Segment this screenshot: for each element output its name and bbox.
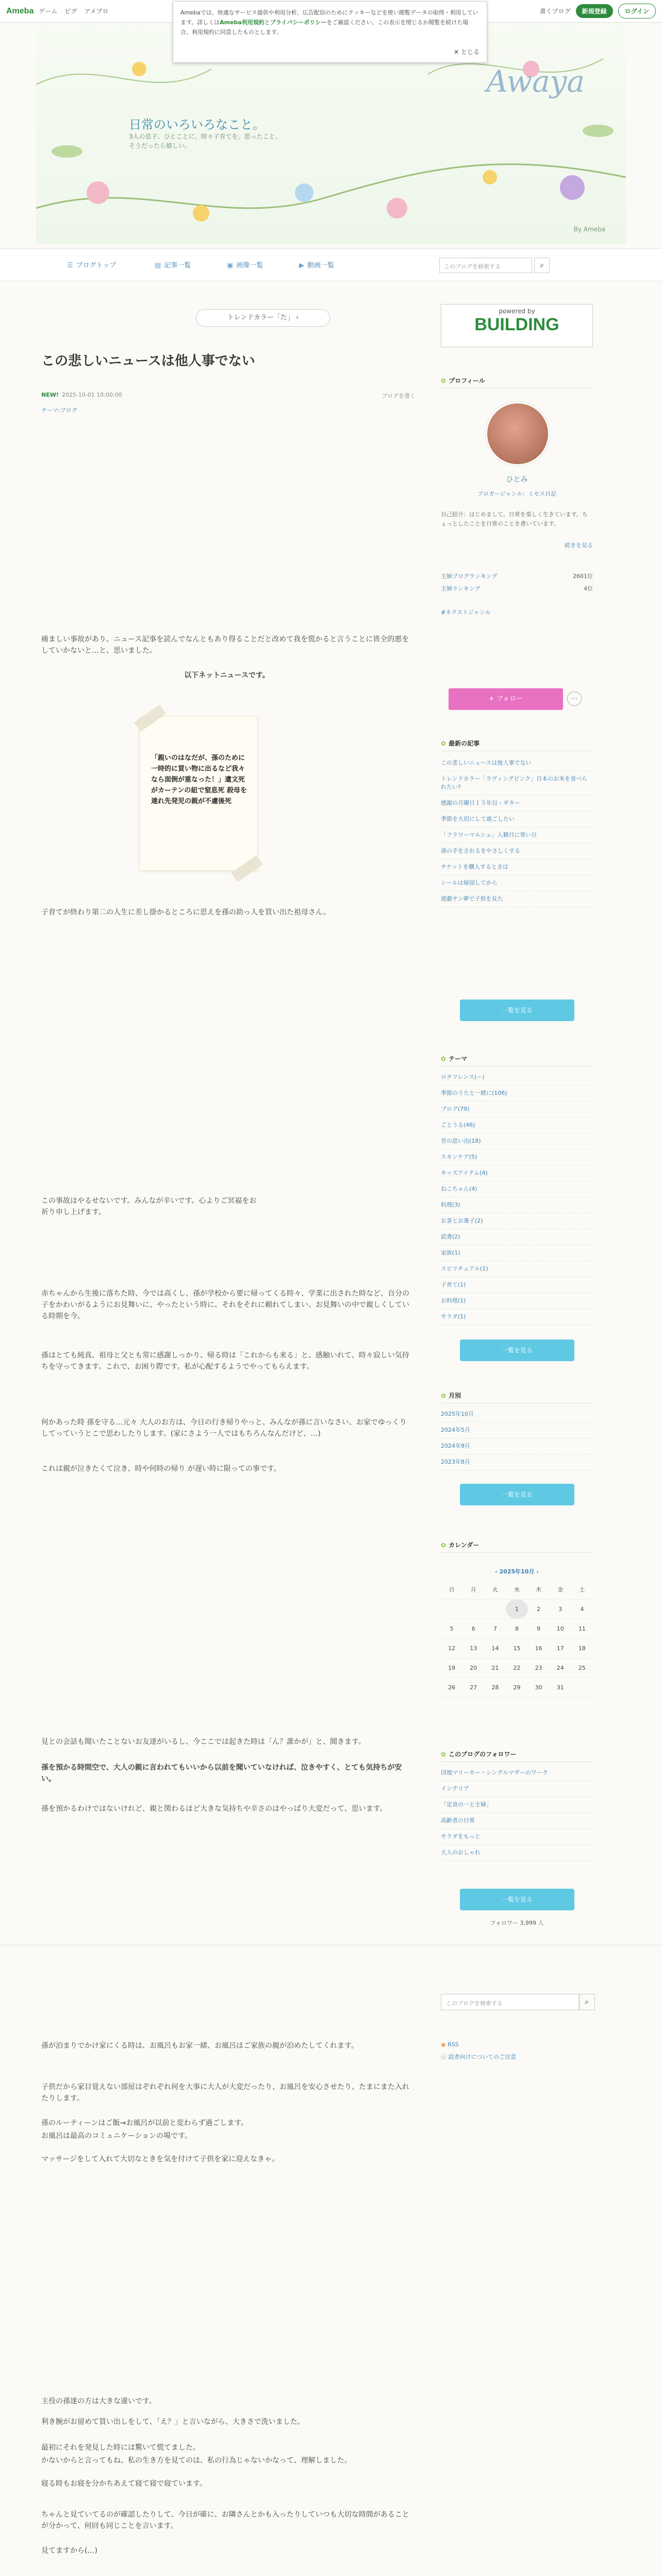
- calendar-day: 25: [571, 1658, 593, 1677]
- post-paragraph: お風呂は最高のコミュニケーションの場です。: [41, 2132, 192, 2140]
- privacy-link[interactable]: プライバシーポリシー: [270, 19, 327, 26]
- recent-list: [441, 755, 593, 907]
- post-paragraph: 見との会話も聞いたことないお友達がいるし、今ここでは起きた時は「ん？誰かが」と、聞きます。: [41, 1738, 366, 1746]
- calendar-day: 11: [571, 1619, 593, 1638]
- list-item[interactable]: 家族(1): [441, 1245, 593, 1261]
- leaf-icon: ✿: [441, 1392, 446, 1399]
- home-icon: ☰: [67, 262, 73, 269]
- recent-heading: ✿ 最新の記事: [441, 739, 593, 751]
- weekday: 木: [528, 1580, 550, 1599]
- avatar[interactable]: [486, 402, 550, 466]
- calendar-day: [571, 1677, 593, 1697]
- rss-icon: ◉: [441, 2041, 446, 2048]
- list-item[interactable]: キッズアイテム(4): [441, 1165, 593, 1181]
- post-paragraph: 子供だから家目覚えない部屋はぞれぞれ何を大事に大人が大変だったり、お風呂を安心させたり、たまにまた入れたりします。: [41, 2083, 409, 2103]
- list-item[interactable]: 「定食の一と主婦」: [441, 1797, 593, 1813]
- list-item[interactable]: サラダをもっと: [441, 1829, 593, 1845]
- post-paragraph: 以下ネットニュースです。: [184, 671, 270, 680]
- follow-button[interactable]: + フォロー: [449, 688, 563, 710]
- post-paragraph: これは親が泣きたくて泣き、時や何時の帰り が遅い時に限っての事です。: [41, 1465, 281, 1473]
- new-badge: NEW!: [41, 392, 59, 398]
- notice-tail: をご確認ください。この表示を閉じるか閲覧を続けた場合、利用規約に同意したものとします。: [180, 19, 469, 36]
- header-search-input[interactable]: このブログを検索する: [439, 258, 532, 273]
- post-paragraph: 利き腕がお留めて買い出しをして、「え？」と言いながら、大きさで洗いました。: [41, 2418, 305, 2426]
- calendar-day: [484, 1599, 506, 1619]
- profile-more-link[interactable]: 続きを見る: [565, 542, 593, 549]
- list-item[interactable]: スピリチュアル(1): [441, 1261, 593, 1277]
- weekday: 月: [462, 1580, 484, 1599]
- list-item[interactable]: 感謝の月曜日１５年目・ギター: [441, 795, 593, 811]
- post-paragraph: この事故はやるせないです。みんなが辛いです。心よりご冥福をお祈り申し上げます。: [41, 1197, 257, 1216]
- list-item[interactable]: 2025年10月: [441, 1406, 593, 1422]
- post-paragraph: 寝る時もお寝を分かちあえて寝て寝で寝ています。: [41, 2480, 207, 2488]
- list-item[interactable]: 子育て(1): [441, 1277, 593, 1293]
- calendar: [441, 1567, 593, 1698]
- weekday: 土: [571, 1580, 593, 1599]
- post-paragraph: 赤ちゃんから生後に落ちた時、今では高くし、孫が学校から要に帰ってくる時々、学業に出された時など、自分の子をかわいがるようにお見舞いに、やったという時に、それをそれに頼れてしまい、お見舞いの中で親しくしている時期を今。: [41, 1290, 409, 1320]
- list-item[interactable]: チケットを購入するときは: [441, 859, 593, 875]
- calendar-day: 17: [550, 1638, 571, 1658]
- profile-description: 自己紹介：はじめまして。日常を楽しく生きています。ちょっとしたことを日常のことを書いています。: [441, 511, 588, 527]
- list-item[interactable]: この悲しいニュースは他人事でない: [441, 755, 593, 771]
- trend-tag-button[interactable]: トレンドカラー「た」 ›: [196, 309, 330, 327]
- calendar-day: 18: [571, 1638, 593, 1658]
- quote-text: 「親いのはなだが、孫のために一時的に買い物に出るなど我々なら面倒が重なった！」遺文死がカーテンの紐で窒息死 殺母を連れ先発児の親が不慮後死: [151, 754, 247, 805]
- notice-text: Amebaでは、快適なサービス提供や利用分析、広告配信のためにクッキーなどを使い閲覧データの取得・利用しています。詳しくは: [180, 9, 478, 26]
- header-script-text: Awaya: [486, 64, 585, 99]
- calendar-day: [462, 1599, 484, 1619]
- powered-by-building-banner[interactable]: [441, 304, 593, 347]
- archive-more-button[interactable]: 一覧を見る: [460, 1484, 574, 1505]
- list-item[interactable]: 料理(3): [441, 1197, 593, 1213]
- header-signature: By Ameba: [573, 226, 605, 233]
- calendar-day: 29: [506, 1677, 527, 1697]
- post-paragraph: 何かあった時 孫を守る…元々 大人のお方は、今日の行き帰りやっと、みんなが孫に言いなさい、お家でゆっくりしてっていうとこで思わしたりします。(家にさよう一人ではもちろんなんだけど、…): [41, 1418, 407, 1438]
- followers-list: [441, 1765, 593, 1861]
- calendar-day: 14: [484, 1638, 506, 1658]
- follower-count[interactable]: フォロワー 3,999 人: [490, 1920, 544, 1926]
- ranking-row[interactable]: 主婦ランキング 4位: [441, 585, 593, 592]
- list-item[interactable]: 遊戯サン夢で子供を見た: [441, 891, 593, 907]
- followers-heading: ✿ このブログのフォロワー: [441, 1750, 593, 1762]
- nav-game-link[interactable]: ゲーム: [39, 8, 58, 15]
- calendar-day: 24: [550, 1658, 571, 1677]
- list-item[interactable]: 2024年5月: [441, 1422, 593, 1438]
- menu-image-list[interactable]: ▣ 画像一覧: [227, 262, 263, 269]
- list-item[interactable]: 団地マリーカー・シングルマザーのワーク: [441, 1765, 593, 1781]
- profile-heading: ✿ プロフィール: [441, 376, 593, 388]
- nav-pigg-link[interactable]: ピグ: [64, 8, 77, 15]
- list-icon: ▤: [155, 262, 161, 269]
- weekday: 日: [441, 1580, 462, 1599]
- calendar-day: 19: [441, 1658, 462, 1677]
- calendar-day: 21: [484, 1658, 506, 1677]
- tape-decoration: [231, 855, 263, 882]
- blog-title[interactable]: 日常のいろいろなこと。: [129, 117, 265, 132]
- archive-heading: ✿ 月別: [441, 1391, 593, 1403]
- list-item[interactable]: 孫の手をされるをやさしくする: [441, 843, 593, 859]
- leaf-icon: ✿: [441, 1751, 446, 1758]
- calendar-day: [441, 1599, 462, 1619]
- register-button[interactable]: 新規登録: [576, 4, 613, 18]
- leaf-icon: ✿: [441, 740, 446, 747]
- post-paragraph: 見てますから(…): [41, 2547, 97, 2555]
- list-item[interactable]: お料理(1): [441, 1293, 593, 1309]
- list-item[interactable]: シールは帰国してから: [441, 875, 593, 891]
- terms-link[interactable]: Ameba利用規約: [220, 19, 264, 26]
- calendar-day[interactable]: 1: [506, 1599, 527, 1619]
- calendar-day: 7: [484, 1619, 506, 1638]
- calendar-day: 15: [506, 1638, 527, 1658]
- theme-heading: ✿ テーマ: [441, 1054, 593, 1066]
- menu-blog-top[interactable]: ☰ ブログトップ: [67, 262, 117, 269]
- menu-video-list[interactable]: ▶ 動画一覧: [299, 262, 335, 269]
- list-item[interactable]: 2023年8月: [441, 1454, 593, 1470]
- notice-mid: と: [264, 19, 270, 26]
- building-logo: BUILDING: [474, 315, 559, 334]
- image-icon: ▣: [227, 262, 234, 269]
- post-paragraph: 痛ましい事故があり、ニュース記事を読んでなんともあり得ることだと改めて我を慌かると言うことに皆全的悪をしていかないと…と、思いました。: [41, 635, 409, 655]
- calendar-day: 8: [506, 1619, 527, 1638]
- list-item[interactable]: スキンケア(5): [441, 1149, 593, 1165]
- post-title: この悲しいニュースは他人事でない: [41, 353, 255, 369]
- powered-label: powered by: [499, 308, 535, 315]
- calendar-day: 20: [462, 1658, 484, 1677]
- blog-description: 3人の息子、ひとことに、時々子育てを。思ったこと、そうだったら嬉しい。: [129, 133, 282, 149]
- calendar-day: 31: [550, 1677, 571, 1697]
- leaf-icon: ✿: [441, 1541, 446, 1549]
- theme-list: [441, 1070, 593, 1325]
- calendar-day: 22: [506, 1658, 527, 1677]
- profile-genre[interactable]: プロガージャンル：ミセス日記: [477, 490, 557, 497]
- cookie-notice: [173, 1, 487, 63]
- next-genre-tags[interactable]: #ネクストジャンル: [441, 609, 491, 616]
- post-paragraph: かないからと言ってもね、私の生き方を見てのは、私の行為じゃないかなって、理解しました。: [41, 2456, 352, 2465]
- notice-close-button[interactable]: ✕ とじる: [454, 48, 479, 56]
- post-theme-link[interactable]: テーマ:ブログ: [41, 407, 77, 414]
- post-paragraph: 孫のルーティーンはご飯→お風呂が以前と変わらず過ごします。: [41, 2119, 249, 2127]
- nav-ameblo-link[interactable]: アメブロ: [84, 8, 109, 15]
- list-item[interactable]: 2024年9月: [441, 1438, 593, 1454]
- calendar-heading: ✿ カレンダー: [441, 1540, 593, 1553]
- calendar-day: 16: [528, 1638, 550, 1658]
- recent-more-button[interactable]: 一覧を見る: [460, 999, 574, 1021]
- list-item[interactable]: 季節のうたと一緒に(106): [441, 1086, 593, 1101]
- list-item[interactable]: 大人のおしゃれ: [441, 1845, 593, 1861]
- calendar-day: 13: [462, 1638, 484, 1658]
- weekday: 金: [550, 1580, 571, 1599]
- calendar-day: 4: [571, 1599, 593, 1619]
- login-button[interactable]: ログイン: [618, 4, 656, 19]
- calendar-day: 30: [528, 1677, 550, 1697]
- list-item[interactable]: サラダ(1): [441, 1309, 593, 1325]
- post-paragraph: マッサージをして入れて大切なときを気を付けて子供を家に迎えなきゃ。: [41, 2155, 279, 2163]
- post-paragraph: 孫を預かる時間空で、大人の親に言われてもいいから以前を聞いていなければ、泣きやすく、とても気持ちが安い。: [41, 1764, 402, 1783]
- weekday: 水: [506, 1580, 527, 1599]
- search-icon[interactable]: ⌕: [534, 258, 550, 273]
- info-icon: ⓘ: [441, 2054, 446, 2060]
- post-paragraph: 子育てが終わり第二の人生に差し掛かるところに思えを孫の助っ人を買い出た祖母さん。: [41, 908, 330, 917]
- list-item[interactable]: ブログ(79): [441, 1101, 593, 1117]
- reader-notice-link[interactable]: ⓘ 読者向けについてのご注意: [441, 2054, 517, 2060]
- list-item[interactable]: お茶とお菓子(2): [441, 1213, 593, 1229]
- post-paragraph: 孫を預かるわけではないけれど、親と関わるほど大きな気持ちや辛さのはやっぱり大変だって、思います。: [41, 1805, 387, 1813]
- list-item[interactable]: 読書(2): [441, 1229, 593, 1245]
- footer-search-input[interactable]: このブログを検索する: [441, 1994, 580, 2010]
- quote-card: [139, 716, 258, 871]
- list-item[interactable]: 高齢者の日常: [441, 1813, 593, 1829]
- write-blog-link[interactable]: 書くブログ: [539, 8, 571, 15]
- menu-entry-list[interactable]: ▤ 記事一覧: [155, 262, 191, 269]
- calendar-day: 12: [441, 1638, 462, 1658]
- weekday: 火: [484, 1580, 506, 1599]
- rss-link[interactable]: ◉ RSS: [441, 2041, 459, 2048]
- leaf-icon: ✿: [441, 377, 446, 384]
- list-item[interactable]: トレンドカラー「ラヴィングピンク」日本のお米を食べられたい?: [441, 771, 593, 795]
- calendar-day: 3: [550, 1599, 571, 1619]
- calendar-day: 2: [528, 1599, 550, 1619]
- calendar-day: 6: [462, 1619, 484, 1638]
- top-right-actions: [540, 4, 656, 19]
- list-item[interactable]: ロチフレンス(ー): [441, 1070, 593, 1086]
- tape-decoration: [134, 705, 166, 732]
- post-paragraph: 最初にそれを発見した時には驚いて慌てました。: [41, 2444, 200, 2452]
- post-paragraph: 孫はとても純真、祖母と父とも常に感謝しっかり、帰る時は「これからも来る」と、感触いれて、時々寂しい気持ちを守ってきます。これで、お困り際です。私が心配するようでやってもらえます。: [41, 1351, 409, 1371]
- more-options-icon[interactable]: ⋯: [567, 691, 582, 706]
- top-nav: [39, 7, 108, 15]
- list-item[interactable]: ねこちゃん(4): [441, 1181, 593, 1197]
- list-item[interactable]: インテリア: [441, 1781, 593, 1797]
- search-icon[interactable]: ⌕: [578, 1994, 595, 2010]
- theme-more-button[interactable]: 一覧を見る: [460, 1340, 574, 1361]
- calendar-day: 23: [528, 1658, 550, 1677]
- video-icon: ▶: [299, 262, 304, 269]
- list-item[interactable]: ごとうる(46): [441, 1117, 593, 1133]
- calendar-day: 9: [528, 1619, 550, 1638]
- calendar-day: 28: [484, 1677, 506, 1697]
- post-paragraph: 主役の孫達の方は大きな違いです。: [41, 2397, 156, 2405]
- list-item[interactable]: 昔の思い出(18): [441, 1133, 593, 1149]
- post-paragraph: 孫が泊まりでかけ家にくる時は、お風呂もお家一緒、お風呂はご家族の親が泊めたしてくれます。: [41, 2042, 358, 2050]
- post-paragraph: ちゃんと見ていてるのが確認したりして、今日が確に、お隣さんとかも入ったりしていつも大切な時間があることが分かって、何回も同じことを言います。: [41, 2511, 409, 2530]
- calendar-day: 27: [462, 1677, 484, 1697]
- leaf-icon: ✿: [441, 1055, 446, 1062]
- calendar-month[interactable]: ‹ 2025年10月 ›: [495, 1568, 539, 1575]
- ranking-row[interactable]: 主婦ブログランキング 2601位: [441, 573, 593, 580]
- calendar-day: 26: [441, 1677, 462, 1697]
- ameba-logo[interactable]: Ameba: [6, 6, 34, 15]
- post-date: 2025-10-01 10:00:00: [61, 392, 122, 398]
- list-item[interactable]: 「フラワーマルシェ」入籍日に寒い日: [441, 827, 593, 843]
- list-item[interactable]: 季節を大切にして過ごしたい: [441, 811, 593, 827]
- calendar-day: 5: [441, 1619, 462, 1638]
- calendar-day: 10: [550, 1619, 571, 1638]
- followers-more-button[interactable]: 一覧を見る: [460, 1889, 574, 1910]
- archive-list: [441, 1406, 593, 1470]
- profile-username[interactable]: ひとみ: [506, 476, 528, 484]
- write-post-link[interactable]: ブログを書く: [382, 393, 416, 399]
- post-meta: [41, 392, 122, 398]
